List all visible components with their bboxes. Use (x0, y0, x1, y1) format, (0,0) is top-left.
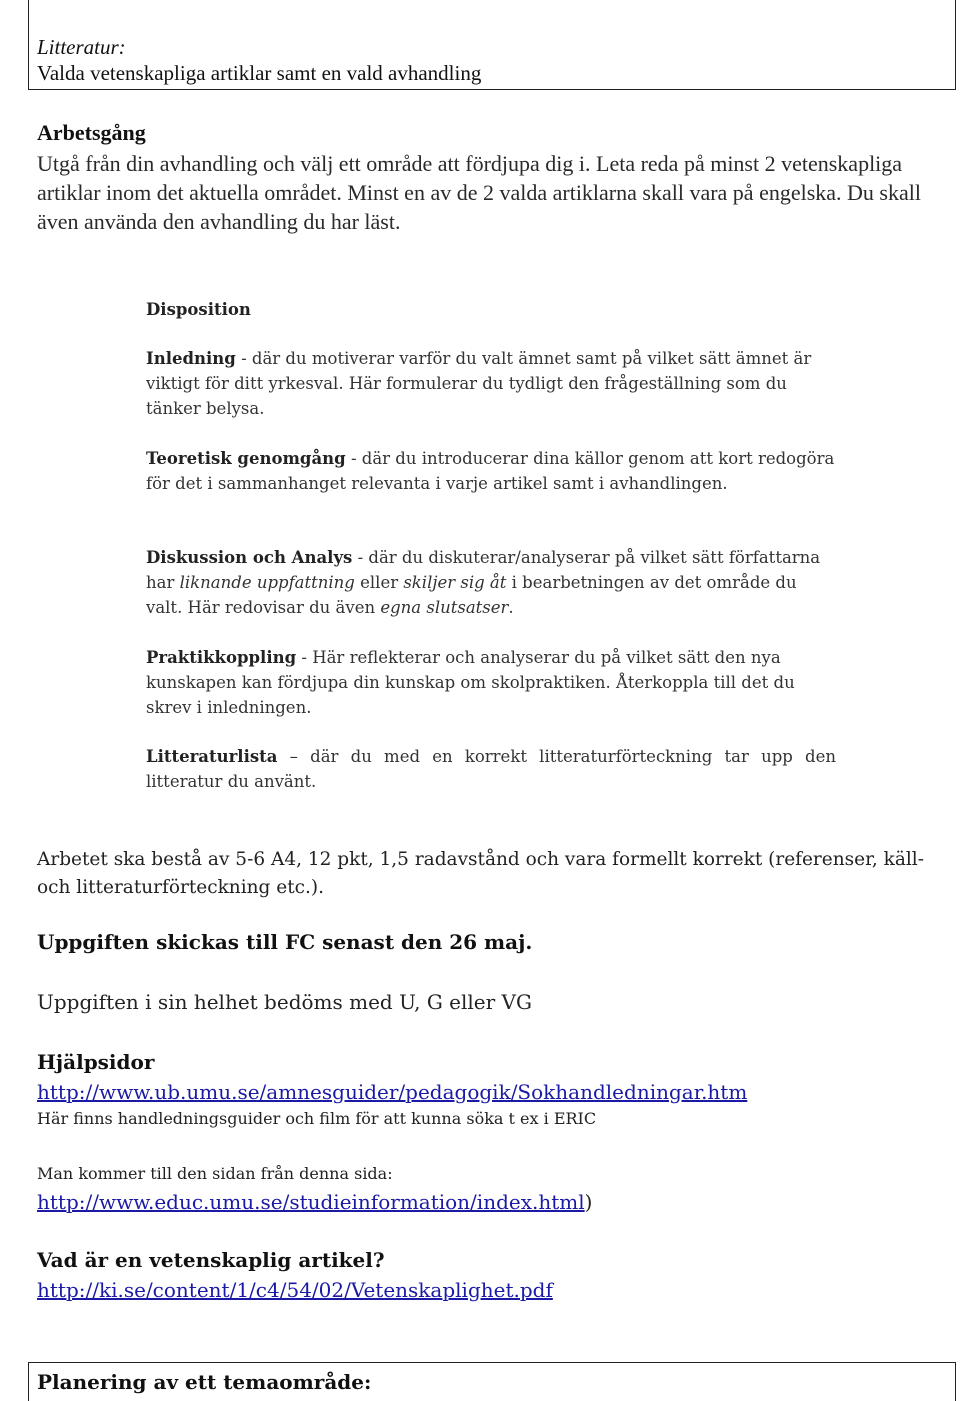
disposition-inledning (146, 346, 836, 421)
diskussion-em-2: skiljer sig åt (403, 573, 507, 592)
arbetsgang-heading: Arbetsgång (37, 120, 146, 145)
diskussion-text-3: i bearbetningen av det område du valt. Här redovisar du även (146, 573, 797, 617)
diskussion-text-2: eller (354, 573, 404, 592)
praktik-text: - Här reflekterar och analyserar du på vilket sätt den nya kunskapen kan fördjupa din kunskap om skolpraktiken. Återkoppla till det du skrev i inledningen. (146, 648, 795, 717)
disposition-diskussion (146, 545, 836, 620)
help-note: Här finns handledningsguider och film för att kunna söka t ex i ERIC (37, 1109, 597, 1128)
disposition-praktik (146, 645, 836, 720)
diskussion-em-1: liknande uppfattning (179, 573, 355, 592)
planering-heading: Planering av ett temaområde: (37, 1370, 372, 1394)
praktik-term: Praktikkoppling (146, 648, 297, 667)
diskussion-term: Diskussion och Analys (146, 548, 353, 567)
help-link-2-line (37, 1190, 592, 1214)
inledning-text: - där du motiverar varför du valt ämnet samt på vilket sätt ämnet är viktigt för ditt yrkesval. Här formulerar du tydligt den frågeställning som du tänker belysa. (146, 349, 812, 418)
arbetsgang-body: Utgå från din avhandling och välj ett område att fördjupa dig i. Leta reda på minst 2 vetenskapliga artiklar inom det aktuella området. Minst en av de 2 valda artiklarna skall vara på engelska. Du skall även använda den avhandling du har läst. (37, 151, 921, 234)
help-intro: Man kommer till den sidan från denna sida: (37, 1164, 393, 1183)
inledning-term: Inledning (146, 349, 236, 368)
literature-label: Litteratur: (37, 35, 126, 59)
help-link-studieinformation[interactable]: http://www.educ.umu.se/studieinformation/index.html (37, 1190, 585, 1214)
teoretisk-text: - där du introducerar dina källor genom att kort redogöra för det i sammanhanget relevanta i varje artikel samt i avhandlingen. (146, 449, 835, 493)
diskussion-text-4: . (508, 598, 514, 617)
vad-link-vetenskaplighet[interactable]: http://ki.se/content/1/c4/54/02/Vetenskaplighet.pdf (37, 1278, 553, 1302)
disposition-teoretisk (146, 446, 836, 496)
litteraturlista-term: Litteraturlista (146, 747, 278, 766)
litteraturlista-text: – där du med en korrekt litteraturförteckning tar upp den litteratur du använt. (146, 747, 836, 791)
disposition-heading: Disposition (146, 300, 251, 319)
help-link-2-suffix: ) (584, 1190, 593, 1214)
vad-heading: Vad är en vetenskaplig artikel? (37, 1248, 385, 1272)
diskussion-text-1: - där du diskuterar/analyserar på vilket sätt författarna har (146, 548, 821, 592)
help-link-sokhandledningar[interactable]: http://www.ub.umu.se/amnesguider/pedagogik/Sokhandledningar.htm (37, 1080, 748, 1104)
grading-text: Uppgiften i sin helhet bedöms med U, G eller VG (37, 990, 532, 1014)
diskussion-em-3: egna slutsatser (380, 598, 509, 617)
disposition-litteraturlista (146, 744, 836, 794)
requirements-text: Arbetet ska bestå av 5-6 A4, 12 pkt, 1,5 radavstånd och vara formellt korrekt (referenser, käll- och litteraturförteckning etc.). (37, 849, 924, 898)
literature-text: Valda vetenskapliga artiklar samt en vald avhandling (37, 61, 482, 85)
deadline-text: Uppgiften skickas till FC senast den 26 maj. (37, 930, 533, 954)
teoretisk-term: Teoretisk genomgång (146, 449, 346, 468)
help-heading: Hjälpsidor (37, 1050, 155, 1074)
